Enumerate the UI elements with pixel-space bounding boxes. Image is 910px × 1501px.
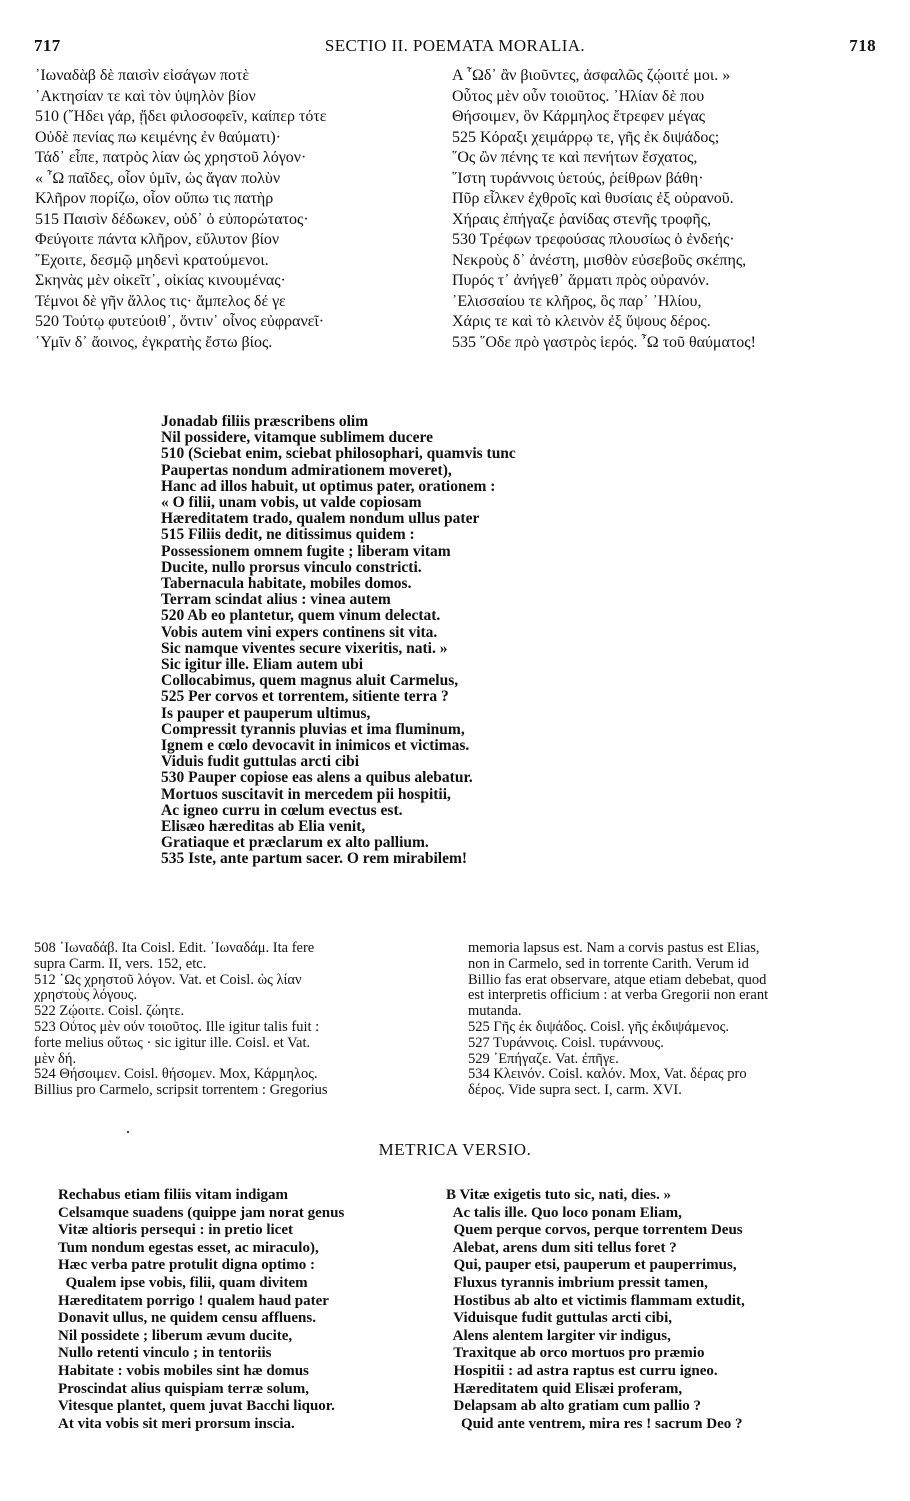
latin-line: Jonadab filiis præscribens olim: [161, 414, 369, 430]
footnote-line: Billius pro Carmelo, scripsit torrentem : Gregorius: [34, 1083, 328, 1099]
latin-line: 535 Iste, ante partum sacer. O rem mirabilem!: [161, 851, 468, 868]
latin-line: « O filii, unam vobis, ut valde copiosam: [161, 495, 422, 512]
greek-line: ῞Ος ὢν πένης τε καὶ πενήτων ἔσχατος,: [452, 149, 698, 166]
latin-translation: [161, 414, 631, 868]
footnote-line: mutanda.: [468, 1004, 522, 1020]
verse-line: Hostibus ab alto et victimis flammam extudit,: [446, 1292, 745, 1309]
greek-line: Σκηνὰς μὲν οἰκεῖτ᾽, οἰκίας κινουμένας·: [35, 272, 286, 289]
footnote-line: supra Carm. II, vers. 152, etc.: [34, 956, 207, 972]
metrica-versio-heading: METRICA VERSIO.: [378, 1140, 532, 1159]
verse-line: Viduisque fudit guttulas arcti cibi,: [446, 1310, 673, 1327]
verse-line: Celsamque suadens (quippe jam norat genus: [58, 1204, 345, 1221]
footnote-line: forte melius οὕτως · sic igitur ille. Coisl. et Vat.: [34, 1035, 311, 1051]
verse-line: Ac talis ille. Quo loco ponam Eliam,: [446, 1204, 682, 1221]
verse-line: B Vitæ exigetis tuto sic, nati, dies. »: [446, 1187, 671, 1203]
greek-line: A ῟Ωδ᾽ ἂν βιοῦντες, ἀσφαλῶς ζῴοιτέ μοι. »: [452, 67, 731, 84]
latin-line: Hæreditatem trado, qualem nondum ullus pater: [161, 511, 480, 528]
greek-line: 520 Τούτῳ φυτεύοιθ᾽, ὅντιν᾽ οἶνος εὐφρανεῖ·: [35, 313, 325, 330]
greek-line: ᾿Ακτησίαν τε καὶ τὸν ὑψηλὸν βίον: [35, 87, 256, 105]
verse-line: Alens alentem largiter vir indigus,: [446, 1327, 671, 1344]
verse-line: Hæc verba patre protulit digna optimo :: [58, 1257, 315, 1274]
footnote-line: memoria lapsus est. Nam a corvis pastus est Elias,: [468, 941, 760, 956]
footnote-line: 508 ᾿Ιωναδάβ. Ita Coisl. Edit. ᾿Ιωναδάμ. Ita fere: [34, 941, 315, 956]
verse-line: Donavit ullus, ne quidem censu affluens.: [58, 1310, 316, 1327]
verse-line: Alebat, arens dum siti tellus foret ?: [446, 1239, 677, 1256]
footnote-line: 512 ῾Ως χρηστοῦ λόγον. Vat. et Coisl. ὡς λίαν: [34, 972, 302, 988]
greek-text-right-column: [452, 66, 882, 353]
footnotes-right-column: [468, 941, 880, 1099]
metrica-left-column: [58, 1187, 448, 1433]
latin-line: Elisæo hæreditas ab Elia venit,: [161, 819, 366, 836]
greek-line: ῞Ιστη τυράννοις ὑετούς, ῥείθρων βάθη·: [452, 169, 704, 187]
section-title: SECTIO II. POEMATA MORALIA.: [324, 36, 586, 55]
verse-line: Habitate : vobis mobiles sint hæ domus: [58, 1362, 309, 1379]
footnote-line: 527 Τυράννοις. Coisl. τυράννους.: [468, 1035, 664, 1051]
metrica-right-column: [446, 1187, 886, 1433]
verse-line: Delapsam ab alto gratiam cum pallio ?: [446, 1398, 701, 1415]
greek-line: Οὗτος μὲν οὖν τοιοῦτος. ᾿Ηλίαν δὲ που: [452, 87, 705, 105]
verse-line: Quem perque corvos, perque torrentem Deus: [446, 1222, 743, 1239]
verse-line: Hæreditatem quid Elisæi proferam,: [446, 1380, 683, 1397]
greek-line: 530 Τρέφων τρεφούσας πλουσίως ὁ ἐνδεής·: [452, 231, 735, 248]
latin-line: Possessionem omnem fugite ; liberam vitam: [161, 543, 451, 560]
page-number-left: 717: [34, 36, 61, 55]
footnote-line: 529 ᾿Επήγαζε. Vat. ἐπῆγε.: [468, 1051, 619, 1067]
latin-line: Hanc ad illos habuit, ut optimus pater, orationem :: [161, 478, 496, 495]
verse-line: Qui, pauper etsi, pauperum et pauperrimus,: [446, 1257, 737, 1274]
latin-line: Tabernacula habitate, mobiles domos.: [161, 576, 412, 593]
greek-line: Οὐδὲ πενίας πω κειμένης ἐν θαύματι)·: [35, 128, 281, 146]
latin-line: 515 Filiis dedit, ne ditissimus quidem :: [161, 527, 415, 544]
latin-line: Nil possidere, vitamque sublimem ducere: [161, 430, 433, 447]
verse-line: Nullo retenti vinculo ; in tentoriis: [58, 1345, 272, 1362]
latin-line: Sic igitur ille. Eliam autem ubi: [161, 657, 364, 674]
greek-line: ῎Εχοιτε, δεσμῷ μηδενὶ κρατούμενοι.: [35, 251, 269, 269]
latin-line: 530 Pauper copiose eas alens a quibus alebatur.: [161, 770, 473, 787]
verse-line: Rechabus etiam filiis vitam indigam: [58, 1187, 289, 1203]
footnote-line: χρηστοὺς λόγους.: [34, 988, 138, 1004]
footnote-line: Billio fas erat observare, atque etiam debebat, quod: [468, 972, 767, 988]
verse-line: Hospitii : ad astra raptus est curru igneo.: [446, 1362, 718, 1379]
greek-line: ῾Υμῖν δ᾽ ἄοινος, ἐγκρατὴς ἔστω βίος.: [35, 333, 273, 351]
latin-line: Is pauper et pauperum ultimus,: [161, 705, 371, 722]
verse-line: Nil possidete ; liberum ævum ducite,: [58, 1327, 293, 1344]
ink-speck: [127, 1131, 129, 1133]
footnotes-left-column: [34, 941, 454, 1099]
verse-line: At vita vobis sit meri prorsum inscia.: [58, 1415, 295, 1432]
latin-line: Sic namque viventes secure vixeritis, nati. »: [161, 640, 448, 657]
latin-line: Paupertas nondum admirationem moveret),: [161, 462, 452, 479]
greek-line: Χάρις τε καὶ τὸ κλεινὸν ἐξ ὕψους δέρος.: [452, 313, 711, 330]
greek-line: 515 Παισὶν δέδωκεν, οὐδ᾽ ὁ εὐπορώτατος·: [35, 210, 309, 228]
greek-line: « ῏Ω παῖδες, οἷον ὑμῖν, ὡς ἄγαν πολὺν: [35, 169, 281, 187]
latin-line: Terram scindat alius : vinea autem: [161, 592, 391, 609]
latin-line: 525 Per corvos et torrentem, sitiente terra ?: [161, 689, 449, 706]
running-header: [34, 36, 876, 60]
greek-line: Φεύγοιτε πάντα κλῆρον, εὔλυτον βίον: [35, 231, 280, 248]
footnote-line: 522 Ζῴοιτε. Coisl. ζώητε.: [34, 1004, 185, 1020]
latin-line: Mortuos suscitavit in mercedem pii hospitii,: [161, 786, 451, 803]
latin-line: Ducite, nullo prorsus vinculo constricti.: [161, 559, 422, 576]
verse-line: Traxitque ab orco mortuos pro præmio: [446, 1345, 705, 1362]
greek-line: 525 Κόραξι χειμάρρῳ τε, γῆς ἐκ διψάδος;: [452, 128, 720, 146]
greek-line: ᾿Ιωναδὰβ δὲ παισὶν εἰσάγων ποτὲ: [35, 67, 250, 84]
verse-line: Tum nondum egestas esset, ac miraculo),: [58, 1239, 319, 1256]
greek-line: Κλῆρον πορίζω, οἷον οὔπω τις πατὴρ: [35, 190, 274, 207]
footnote-line: 525 Γῆς ἐκ διψάδος. Coisl. γῆς ἐκδιψάμενος.: [468, 1019, 729, 1035]
latin-line: Vobis autem vini expers continens sit vita.: [161, 624, 438, 641]
footnote-line: 523 Οὗτος μὲν οὖν τοιοῦτος. Ille igitur talis fuit :: [34, 1019, 320, 1035]
greek-line: Πυρός τ᾽ ἀνήγεθ᾽ ἅρματι πρὸς οὐρανόν.: [452, 272, 710, 289]
footnote-line: est interpretis officium : at verba Gregorii non erant: [468, 988, 769, 1004]
footnote-line: δέρος. Vide supra sect. I, carm. XVI.: [468, 1083, 682, 1099]
greek-line: Πῦρ εἷλκεν ἐχθροῖς καὶ θυσίαις ἐξ οὐρανοῦ.: [452, 190, 734, 207]
footnote-line: non in Carmelo, sed in torrente Carith. Verum id: [468, 956, 749, 972]
latin-line: Gratiaque et præclarum ex alto pallium.: [161, 835, 429, 852]
latin-line: Ac igneo curru in cœlum evectus est.: [161, 802, 403, 819]
verse-line: Hæreditatem porrigo ! qualem haud pater: [58, 1292, 329, 1309]
verse-line: Proscindat alius quispiam terræ solum,: [58, 1380, 309, 1397]
footnote-line: 534 Κλεινόν. Coisl. καλόν. Mox, Vat. δέρας pro: [468, 1067, 747, 1083]
greek-line: 510 (῎Ηδει γάρ, ᾔδει φιλοσοφεῖν, καίπερ τότε: [35, 108, 327, 125]
latin-line: Collocabimus, quem magnus aluit Carmelus,: [161, 673, 459, 690]
footnote-line: μὲν δή.: [34, 1051, 77, 1067]
greek-line: Θήσοιμεν, ὃν Κάρμηλος ἔτρεφεν μέγας: [452, 108, 706, 125]
latin-line: Viduis fudit guttulas arcti cibi: [161, 754, 360, 771]
latin-line: Ignem e cœlo devocavit in inimicos et victimas.: [161, 738, 470, 755]
verse-line: Qualem ipse vobis, filii, quam divitem: [58, 1274, 308, 1291]
latin-line: Compressit tyrannis pluvias et ima fluminum,: [161, 721, 465, 738]
greek-line: 535 ῞Οδε πρὸ γαστρὸς ἱερός. ῏Ω τοῦ θαύματος!: [452, 333, 756, 351]
page-number-right: 718: [849, 36, 876, 55]
latin-line: 510 (Sciebat enim, sciebat philosophari, quamvis tunc: [161, 446, 516, 463]
greek-line: ᾿Ελισσαίου τε κλῆρος, ὃς παρ᾽ ᾿Ηλίου,: [452, 292, 702, 310]
greek-line: Χήραις ἐπήγαζε ῥανίδας στενῆς τροφῆς,: [452, 210, 712, 228]
greek-line: Νεκροὺς δ᾽ ἀνέστη, μισθὸν εὐσεβοῦς σκέπης,: [452, 251, 747, 269]
footnote-line: 524 Θήσοιμεν. Coisl. θήσομεν. Mox, Κάρμηλος.: [34, 1067, 318, 1083]
greek-line: Τέμνοι δὲ γῆν ἄλλος τις· ἄμπελος δέ γε: [35, 292, 286, 310]
latin-line: 520 Ab eo plantetur, quem vinum delectat.: [161, 608, 441, 625]
greek-line: Τάδ᾽ εἶπε, πατρὸς λίαν ὡς χρηστοῦ λόγον·: [35, 149, 307, 166]
verse-line: Vitæ altioris persequi : in pretio licet: [58, 1222, 293, 1239]
verse-line: Quid ante ventrem, mira res ! sacrum Deo ?: [446, 1415, 743, 1432]
verse-line: Vitesque plantet, quem juvat Bacchi liquor.: [58, 1398, 335, 1415]
verse-line: Fluxus tyrannis imbrium pressit tamen,: [446, 1274, 708, 1291]
greek-text-left-column: [35, 66, 445, 353]
